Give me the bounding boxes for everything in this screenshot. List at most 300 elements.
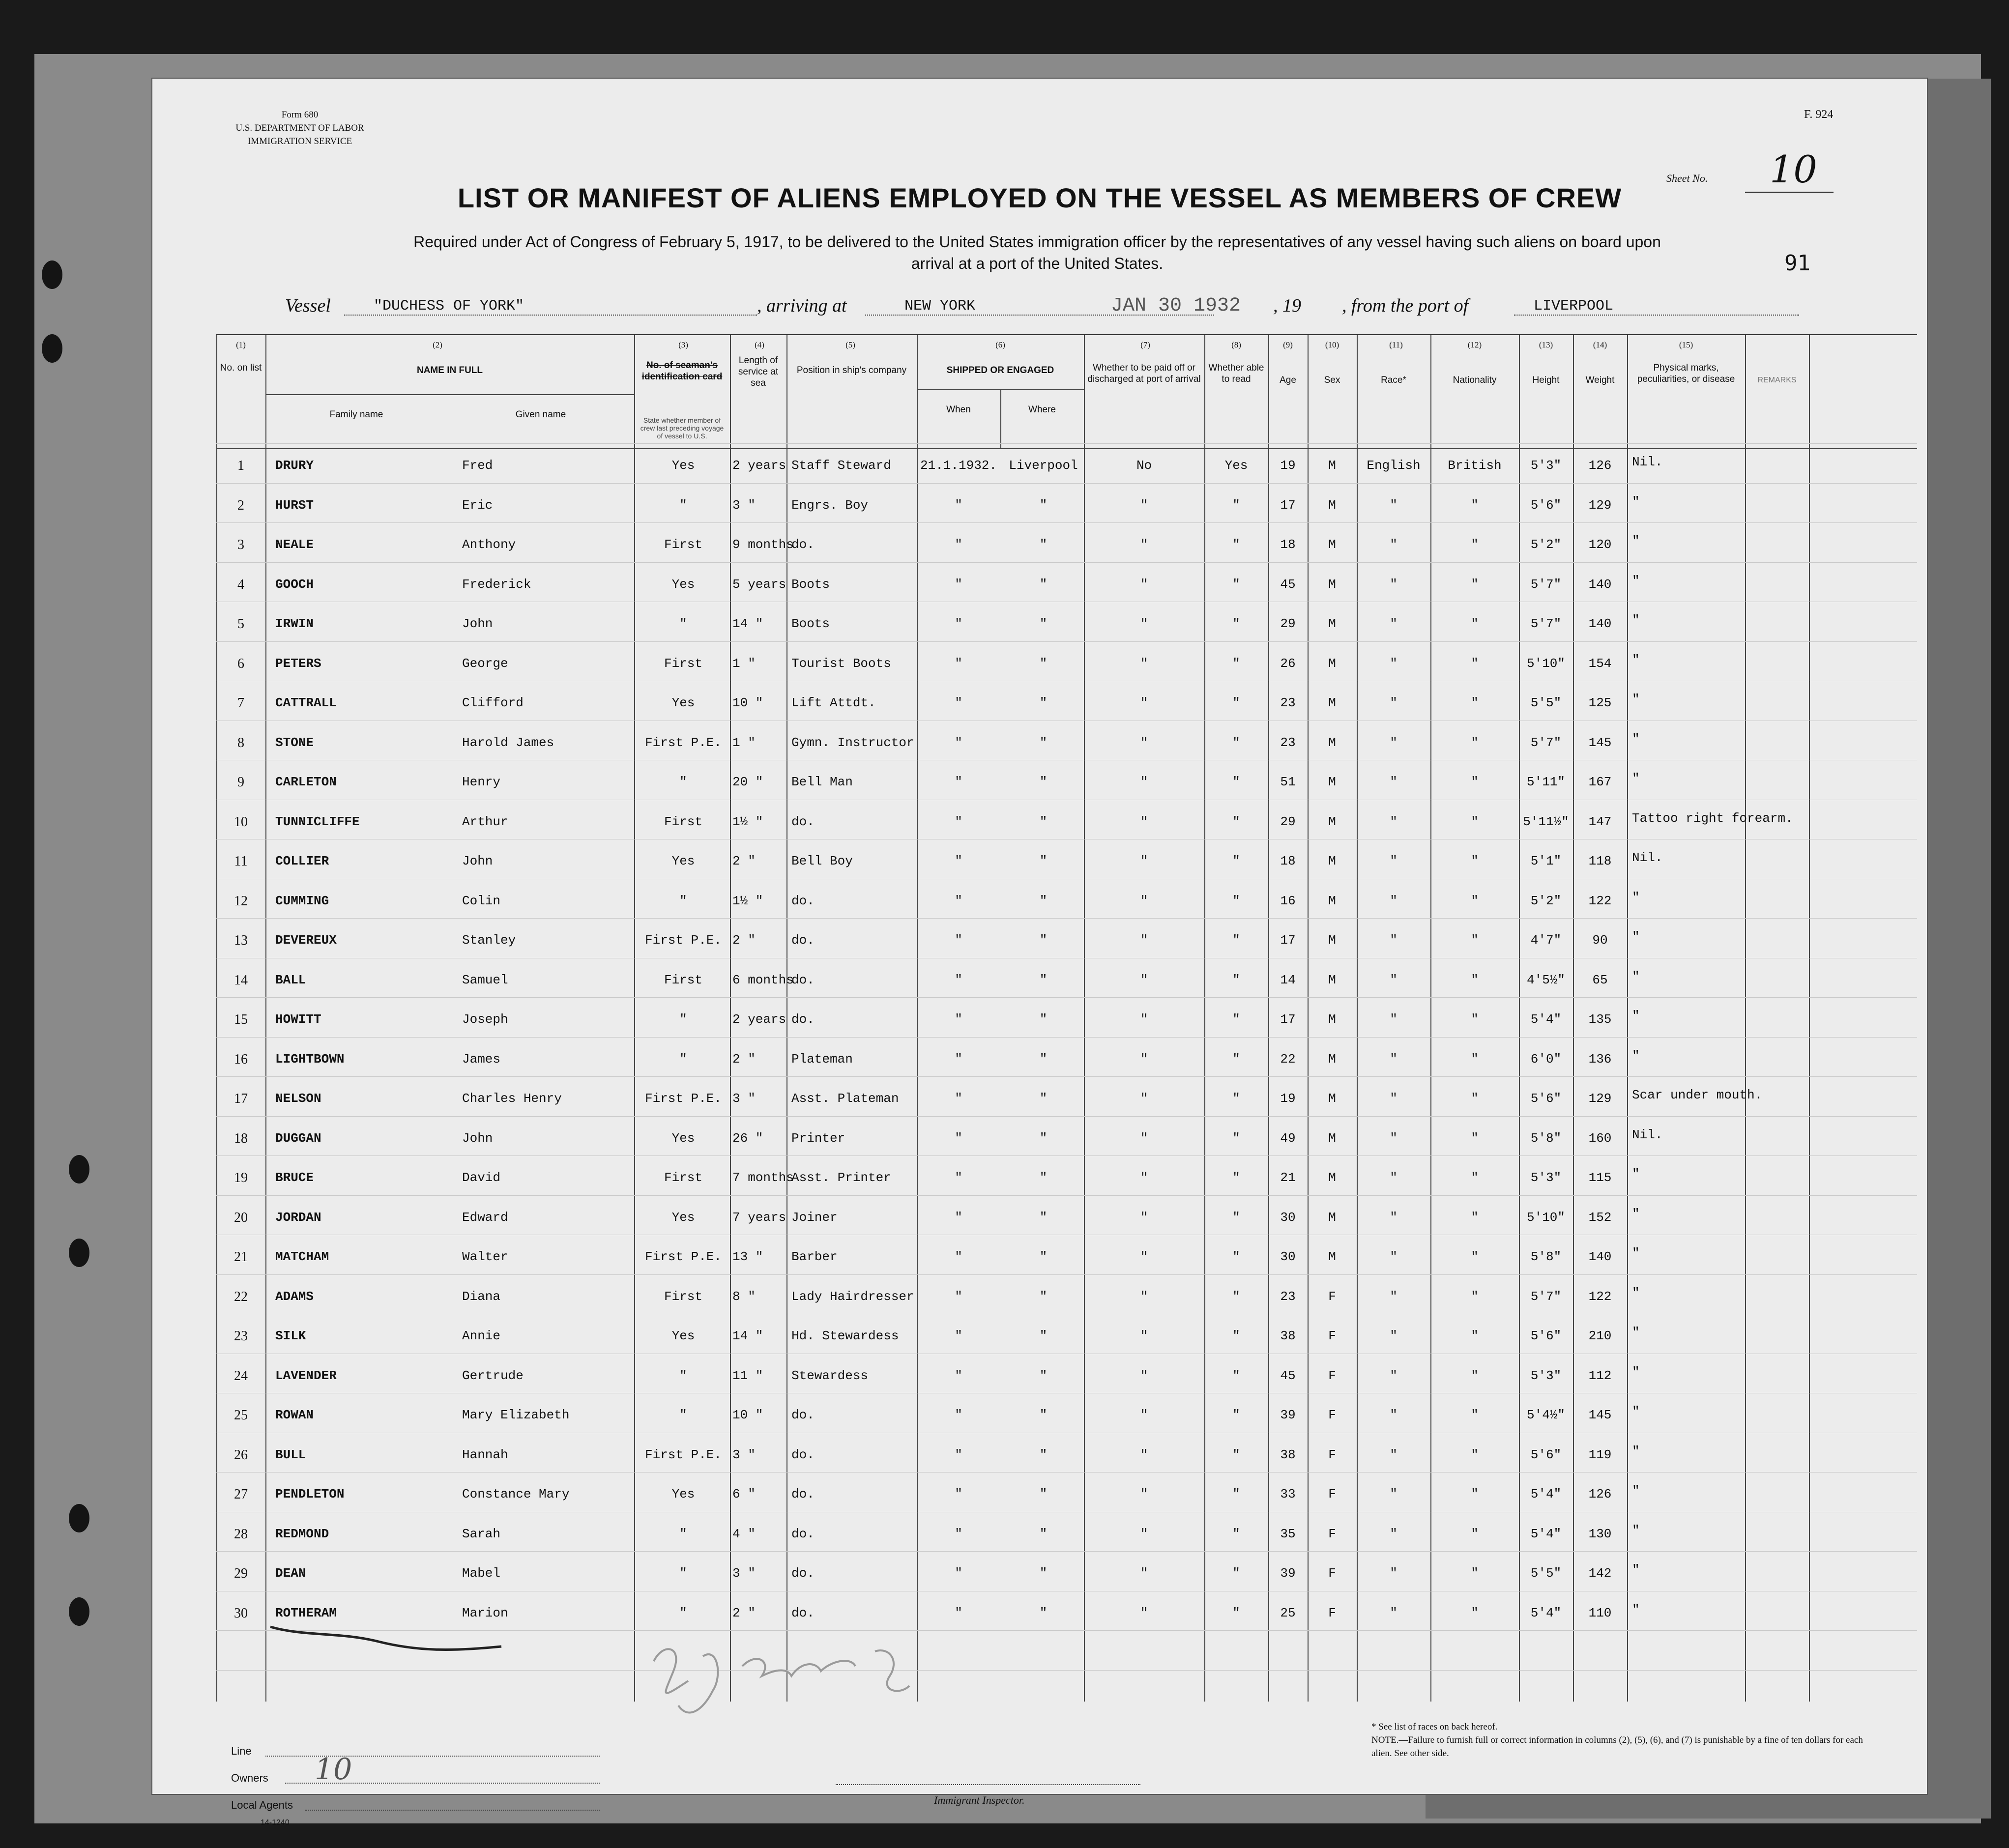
cell-family-name: NELSON (275, 1091, 321, 1106)
cell-length-of-service: 3 " (732, 1566, 756, 1581)
cell-previous-voyage: " (679, 893, 687, 908)
grid-line (216, 918, 1917, 919)
cell-previous-voyage: First (664, 1170, 702, 1185)
cell-race: " (1390, 577, 1398, 592)
cell-height: 5'3" (1530, 1170, 1562, 1185)
cell-previous-voyage: Yes (671, 458, 695, 473)
cell-family-name: BRUCE (275, 1170, 314, 1185)
cell-height: 5'2" (1530, 893, 1562, 908)
arriving-label: , arriving at (757, 295, 847, 316)
cell-height: 5'4" (1530, 1526, 1562, 1541)
cell-sex: F (1328, 1487, 1336, 1502)
cell-age: 17 (1280, 933, 1296, 948)
cell-physical-marks: " (1632, 731, 1640, 747)
cell-row-number: 14 (234, 972, 248, 988)
cell-row-number: 2 (237, 497, 244, 513)
cell-height: 5'11½" (1523, 814, 1569, 829)
header-sex: Sex (1324, 375, 1340, 385)
col-num-12: (12) (1467, 340, 1482, 349)
cell-length-of-service: 7 years (732, 1210, 786, 1225)
cell-physical-marks: " (1632, 1167, 1640, 1182)
cell-row-number: 13 (234, 933, 248, 948)
date-stamp: JAN 30 1932 (1111, 295, 1241, 317)
cell-shipped-when: " (955, 1447, 962, 1462)
col-num-2: (2) (433, 340, 442, 349)
cell-age: 21 (1280, 1170, 1296, 1185)
cell-shipped-when: " (955, 1368, 962, 1383)
footer-owners-value: 10 (315, 1752, 352, 1787)
cell-nationality: " (1471, 1328, 1479, 1343)
cell-row-number: 3 (237, 537, 244, 552)
cell-position: Tourist Boots (791, 656, 891, 671)
cell-row-number: 21 (234, 1249, 248, 1265)
cell-shipped-when: " (955, 577, 962, 592)
year-label: , 19 (1273, 295, 1301, 316)
cell-shipped-where: " (1039, 577, 1048, 592)
cell-paid-off: " (1140, 1210, 1148, 1225)
cell-shipped-where: " (1039, 656, 1048, 671)
cell-length-of-service: 4 " (732, 1526, 756, 1541)
cell-weight: 147 (1588, 814, 1612, 829)
cell-previous-voyage: Yes (671, 1210, 695, 1225)
col-num-13: (13) (1539, 340, 1553, 349)
cell-row-number: 9 (237, 775, 244, 790)
cell-shipped-where: " (1039, 497, 1048, 513)
cell-weight: 122 (1588, 893, 1612, 908)
cell-age: 29 (1280, 616, 1296, 631)
cell-age: 45 (1280, 577, 1296, 592)
cell-able-to-read: " (1232, 1051, 1240, 1067)
cell-length-of-service: 2 years (732, 458, 786, 473)
cell-previous-voyage: " (679, 1012, 687, 1027)
grid-line (216, 1195, 1917, 1196)
cell-given-name: Eric (462, 497, 493, 513)
cell-age: 19 (1280, 1091, 1296, 1106)
cell-height: 5'10" (1526, 1210, 1565, 1225)
cell-shipped-where: " (1039, 537, 1048, 552)
cell-sex: M (1328, 458, 1336, 473)
header-family-name: Family name (329, 409, 383, 420)
cell-shipped-where: " (1039, 1130, 1048, 1146)
department-name: U.S. DEPARTMENT OF LABOR (235, 123, 364, 133)
cell-race: " (1390, 1249, 1398, 1264)
cell-row-number: 5 (237, 616, 244, 632)
grid-line (216, 997, 1917, 998)
header-physical-marks: Physical marks, peculiarities, or disease (1637, 363, 1735, 384)
cell-paid-off: " (1140, 1170, 1148, 1185)
cell-nationality: " (1471, 1526, 1479, 1541)
grid-line (216, 562, 1917, 563)
cell-shipped-when: " (955, 1566, 962, 1581)
cell-given-name: Marion (462, 1605, 508, 1620)
service-name: IMMIGRATION SERVICE (247, 136, 352, 146)
cell-nationality: " (1471, 775, 1479, 789)
table-row (216, 771, 1907, 814)
col-num-5: (5) (845, 340, 855, 349)
cell-race: " (1390, 1130, 1398, 1146)
cell-nationality: " (1471, 695, 1479, 710)
cell-length-of-service: 2 " (732, 1051, 756, 1067)
cell-length-of-service: 9 months (732, 537, 794, 552)
cell-row-number: 23 (234, 1328, 248, 1344)
cell-sex: F (1328, 1408, 1336, 1422)
cell-nationality: " (1471, 537, 1479, 552)
cell-able-to-read: " (1232, 1170, 1240, 1185)
cell-row-number: 11 (234, 854, 248, 869)
cell-weight: 152 (1588, 1210, 1612, 1225)
cell-given-name: Mabel (462, 1566, 501, 1581)
cell-shipped-where: " (1039, 972, 1048, 987)
sheet-number: 10 (1770, 147, 1817, 191)
cell-previous-voyage: " (679, 1368, 687, 1383)
cell-sex: M (1328, 1210, 1336, 1225)
table-row (216, 494, 1907, 537)
cell-paid-off: " (1140, 1566, 1148, 1581)
cell-previous-voyage: " (679, 1526, 687, 1541)
cell-height: 5'6" (1530, 1328, 1562, 1343)
cell-previous-voyage: First (664, 1289, 702, 1304)
cell-nationality: " (1471, 1170, 1479, 1185)
cell-race: " (1390, 854, 1398, 868)
col-num-8: (8) (1231, 340, 1241, 349)
cell-previous-voyage: First P.E. (644, 1447, 722, 1462)
cell-previous-voyage: Yes (671, 854, 695, 868)
col-num-11: (11) (1389, 340, 1403, 349)
header-nationality: Nationality (1453, 375, 1497, 385)
cell-able-to-read: " (1232, 1130, 1240, 1146)
document-subtitle (265, 231, 1809, 274)
cell-nationality: British (1448, 458, 1502, 473)
cell-sex: M (1328, 814, 1336, 829)
cell-position: do. (791, 1566, 815, 1581)
cell-able-to-read: " (1232, 1091, 1240, 1106)
grid-line (216, 641, 1917, 642)
cell-sex: M (1328, 656, 1336, 671)
col-num-15: (15) (1679, 340, 1693, 349)
cell-able-to-read: " (1232, 854, 1240, 868)
cell-sex: M (1328, 616, 1336, 631)
cell-race: " (1390, 893, 1398, 908)
cell-position: Hd. Stewardess (791, 1328, 899, 1343)
table-row (216, 652, 1907, 695)
cell-row-number: 22 (234, 1289, 248, 1304)
cell-previous-voyage: Yes (671, 1487, 695, 1502)
strike-line (265, 1617, 511, 1656)
footer-agents-label: Local Agents (231, 1799, 293, 1811)
cell-physical-marks: " (1632, 692, 1640, 707)
cell-shipped-when: " (955, 1051, 962, 1067)
cell-family-name: LAVENDER (275, 1368, 337, 1383)
punch-hole (69, 1155, 89, 1184)
cell-height: 4'7" (1530, 933, 1562, 948)
punch-hole (42, 334, 62, 363)
cell-height: 5'3" (1530, 458, 1562, 473)
header-seaman-note: State whether member of crew last preceding voyage of vessel to U.S. (640, 416, 724, 440)
cell-position: do. (791, 1447, 815, 1462)
cell-age: 14 (1280, 972, 1296, 987)
cell-height: 5'1" (1530, 854, 1562, 868)
table-row (216, 850, 1907, 893)
header-when: When (946, 404, 971, 415)
footer-owners-label: Owners (231, 1772, 268, 1784)
cell-physical-marks: " (1632, 929, 1640, 944)
col-num-3: (3) (678, 340, 688, 349)
header-seaman-card: No. of seaman's identification card (641, 360, 723, 382)
subtitle-line-1: Required under Act of Congress of February 5, 1917, to be delivered to the United States immigration officer by the representatives of any vessel having such aliens on board upon (413, 233, 1661, 251)
cell-weight: 112 (1588, 1368, 1612, 1383)
cell-shipped-when: " (955, 893, 962, 908)
cell-row-number: 25 (234, 1408, 248, 1423)
inspector-signature-line (836, 1784, 1140, 1785)
header-no-on-list: No. on list (220, 363, 262, 373)
vessel-info-row (285, 295, 1784, 324)
cell-shipped-where: " (1039, 814, 1048, 829)
from-port: LIVERPOOL (1514, 298, 1799, 316)
cell-position: do. (791, 1408, 815, 1422)
cell-race: " (1390, 1012, 1398, 1027)
cell-row-number: 7 (237, 695, 244, 711)
cell-shipped-when: " (955, 695, 962, 710)
table-row (216, 1048, 1907, 1091)
cell-able-to-read: " (1232, 933, 1240, 948)
cell-position: Joiner (791, 1210, 838, 1225)
cell-height: 5'8" (1530, 1130, 1562, 1146)
table-row (216, 969, 1907, 1012)
table-row (216, 1127, 1907, 1170)
footer-owners-rule (285, 1783, 600, 1784)
grid-line (216, 1037, 1917, 1038)
grid-line (216, 1472, 1917, 1473)
cell-row-number: 1 (237, 458, 244, 473)
cell-paid-off: " (1140, 537, 1148, 552)
cell-position: Lift Attdt. (791, 695, 876, 710)
table-row (216, 455, 1907, 497)
cell-paid-off: " (1140, 1368, 1148, 1383)
cell-weight: 140 (1588, 577, 1612, 592)
cell-height: 4'5½" (1526, 972, 1565, 987)
col-num-4: (4) (755, 340, 764, 349)
cell-shipped-where: " (1039, 1012, 1048, 1027)
cell-shipped-when: " (955, 1170, 962, 1185)
vessel-name: "DUCHESS OF YORK" (344, 298, 757, 316)
cell-family-name: PENDLETON (275, 1487, 345, 1502)
cell-given-name: Mary Elizabeth (462, 1408, 570, 1422)
cell-physical-marks: " (1632, 573, 1640, 588)
cell-height: 5'4½" (1526, 1408, 1565, 1422)
cell-able-to-read: " (1232, 1289, 1240, 1304)
cell-weight: 136 (1588, 1051, 1612, 1067)
cell-weight: 160 (1588, 1130, 1612, 1146)
cell-shipped-when: " (955, 1249, 962, 1264)
cell-sex: M (1328, 893, 1336, 908)
cell-weight: 125 (1588, 695, 1612, 710)
cell-shipped-where: " (1039, 854, 1048, 868)
cell-length-of-service: 2 " (732, 854, 756, 868)
col-num-1: (1) (236, 340, 246, 349)
header-able-read: Whether able to read (1208, 363, 1264, 384)
cell-shipped-where: " (1039, 1328, 1048, 1343)
cell-shipped-where: " (1039, 1051, 1048, 1067)
cell-sex: M (1328, 1170, 1336, 1185)
cell-nationality: " (1471, 933, 1479, 948)
cell-weight: 210 (1588, 1328, 1612, 1343)
side-number: 91 (1784, 251, 1810, 276)
cell-previous-voyage: " (679, 775, 687, 789)
cell-given-name: John (462, 854, 493, 868)
cell-shipped-where: " (1039, 775, 1048, 789)
cell-row-number: 24 (234, 1368, 248, 1384)
cell-age: 38 (1280, 1328, 1296, 1343)
table-row (216, 573, 1907, 616)
cell-physical-marks: " (1632, 1523, 1640, 1538)
cell-able-to-read: " (1232, 1328, 1240, 1343)
cell-length-of-service: 10 " (732, 695, 763, 710)
cell-race: " (1390, 1526, 1398, 1541)
cell-able-to-read: " (1232, 537, 1240, 552)
cell-given-name: Stanley (462, 933, 516, 948)
cell-able-to-read: " (1232, 616, 1240, 631)
cell-given-name: George (462, 656, 508, 671)
cell-able-to-read: " (1232, 1526, 1240, 1541)
cell-shipped-when: " (955, 1289, 962, 1304)
cell-physical-marks: Nil. (1632, 850, 1663, 865)
cell-family-name: ADAMS (275, 1289, 314, 1304)
table-row (216, 1364, 1907, 1408)
cell-position: do. (791, 893, 815, 908)
cell-weight: 140 (1588, 616, 1612, 631)
cell-sex: M (1328, 1130, 1336, 1146)
cell-sex: M (1328, 695, 1336, 710)
cell-paid-off: " (1140, 1605, 1148, 1620)
cell-age: 18 (1280, 854, 1296, 868)
cell-position: Bell Boy (791, 854, 853, 868)
cell-shipped-where: " (1039, 1566, 1048, 1581)
header-length-service: Length of service at sea (738, 355, 779, 388)
cell-height: 5'2" (1530, 537, 1562, 552)
cell-given-name: Henry (462, 775, 501, 789)
cell-row-number: 12 (234, 893, 248, 909)
cell-family-name: DEVEREUX (275, 933, 337, 948)
cell-age: 45 (1280, 1368, 1296, 1383)
cell-age: 30 (1280, 1210, 1296, 1225)
cell-given-name: Edward (462, 1210, 508, 1225)
cell-row-number: 15 (234, 1012, 248, 1027)
cell-row-number: 28 (234, 1526, 248, 1542)
cell-shipped-when: " (955, 814, 962, 829)
cell-race: " (1390, 1328, 1398, 1343)
cell-shipped-where: " (1039, 695, 1048, 710)
cell-given-name: Clifford (462, 695, 524, 710)
cell-able-to-read: " (1232, 1447, 1240, 1462)
cell-given-name: Hannah (462, 1447, 508, 1462)
grid-line (216, 1274, 1917, 1275)
table-row (216, 1444, 1907, 1487)
cell-paid-off: " (1140, 972, 1148, 987)
cell-nationality: " (1471, 1487, 1479, 1502)
cell-age: 23 (1280, 695, 1296, 710)
cell-age: 19 (1280, 458, 1296, 473)
cell-paid-off: " (1140, 1328, 1148, 1343)
cell-shipped-when: " (955, 497, 962, 513)
cell-shipped-when: " (955, 972, 962, 987)
cell-shipped-where: " (1039, 893, 1048, 908)
table-row (216, 1562, 1907, 1605)
cell-race: " (1390, 656, 1398, 671)
cell-length-of-service: 1½ " (732, 814, 763, 829)
vessel-label: Vessel (285, 295, 331, 316)
cell-physical-marks: " (1632, 534, 1640, 549)
cell-nationality: " (1471, 1605, 1479, 1620)
cell-nationality: " (1471, 577, 1479, 592)
cell-age: 26 (1280, 656, 1296, 671)
cell-shipped-where: " (1039, 1289, 1048, 1304)
header-shipped: SHIPPED OR ENGAGED (946, 365, 1054, 375)
header-weight: Weight (1585, 375, 1615, 385)
table-row (216, 613, 1907, 656)
cell-given-name: Sarah (462, 1526, 501, 1541)
cell-row-number: 26 (234, 1447, 248, 1463)
table-row (216, 1404, 1907, 1447)
cell-weight: 126 (1588, 1487, 1612, 1502)
cell-sex: F (1328, 1605, 1336, 1620)
cell-row-number: 8 (237, 735, 244, 751)
punch-hole (69, 1239, 89, 1267)
cell-row-number: 16 (234, 1051, 248, 1067)
cell-family-name: BALL (275, 972, 306, 987)
cell-physical-marks: " (1632, 1009, 1640, 1023)
footer-agents-rule (305, 1810, 600, 1811)
cell-position: do. (791, 1605, 815, 1620)
header-where: Where (1028, 404, 1056, 415)
cell-family-name: REDMOND (275, 1526, 329, 1541)
cell-age: 35 (1280, 1526, 1296, 1541)
cell-physical-marks: " (1632, 890, 1640, 905)
cell-family-name: NEALE (275, 537, 314, 552)
cell-height: 5'6" (1530, 497, 1562, 513)
cell-physical-marks: " (1632, 494, 1640, 509)
cell-paid-off: " (1140, 893, 1148, 908)
cell-race: " (1390, 933, 1398, 948)
cell-row-number: 4 (237, 577, 244, 592)
cell-shipped-where: " (1039, 1368, 1048, 1383)
cell-previous-voyage: " (679, 1051, 687, 1067)
cell-length-of-service: 3 " (732, 1091, 756, 1106)
cell-shipped-where: " (1039, 933, 1048, 948)
cell-nationality: " (1471, 1447, 1479, 1462)
cell-given-name: Walter (462, 1249, 508, 1264)
cell-shipped-when: " (955, 1526, 962, 1541)
cell-position: Staff Steward (791, 458, 891, 473)
cell-position: do. (791, 1487, 815, 1502)
cell-nationality: " (1471, 1249, 1479, 1264)
cell-previous-voyage: Yes (671, 695, 695, 710)
footer-form-code: 14-1240 (261, 1819, 290, 1827)
grid-line (216, 1076, 1917, 1077)
cell-age: 25 (1280, 1605, 1296, 1620)
cell-length-of-service: 5 years (732, 577, 786, 592)
cell-height: 5'4" (1530, 1605, 1562, 1620)
cell-age: 39 (1280, 1408, 1296, 1422)
form-identifier (216, 108, 383, 148)
cell-length-of-service: 26 " (732, 1130, 763, 1146)
cell-weight: 120 (1588, 537, 1612, 552)
cell-paid-off: " (1140, 1091, 1148, 1106)
cell-position: do. (791, 933, 815, 948)
table-row (216, 1009, 1907, 1051)
cell-shipped-where: " (1039, 1170, 1048, 1185)
cell-family-name: GOOCH (275, 577, 314, 592)
cell-physical-marks: " (1632, 613, 1640, 628)
